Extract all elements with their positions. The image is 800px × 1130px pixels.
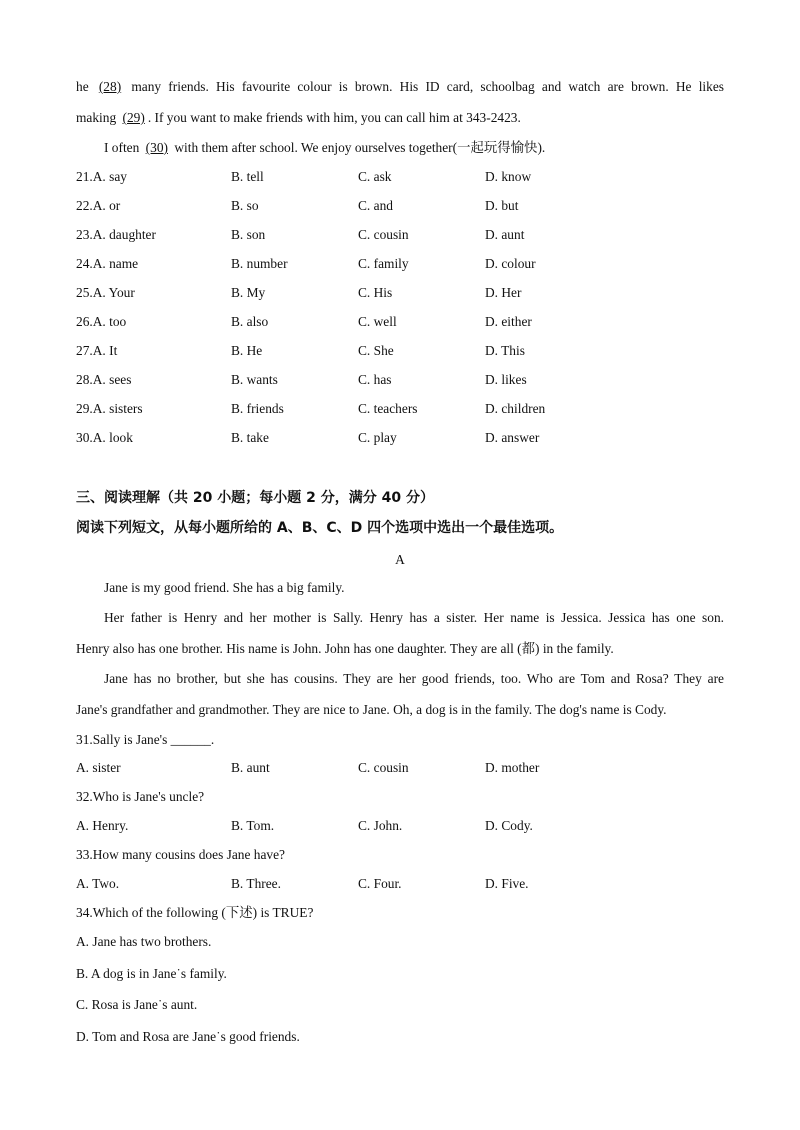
option-d: D. children (485, 401, 546, 416)
blank-29: (29) (122, 110, 145, 125)
option-c: C. cousin (358, 760, 409, 775)
passage-paragraph-1: Jane is my good friend. She has a big family. (104, 580, 345, 595)
option-b: B. so (231, 198, 259, 213)
option-b: B. take (231, 430, 269, 445)
option-b: B. My (231, 285, 266, 300)
option-b: B. also (231, 314, 269, 329)
option-a: A. Two. (76, 876, 120, 891)
section-instruction: 阅读下列短文，从每小题所给的 A、B、C、D 四个选项中选出一个最佳选项。 (76, 520, 564, 536)
option-row-22 (76, 197, 724, 215)
text: . If you want to make friends with him, you can call him at 343-2423. (147, 110, 521, 125)
blank-28: (28) (98, 79, 122, 94)
option-a: 23.A. daughter (76, 227, 156, 242)
option-a: A. sister (76, 760, 121, 775)
section-title: 三、阅读理解（共 20 小题；每小题 2 分，满分 40 分） (76, 490, 434, 506)
question-32: 32.Who is Jane's uncle? (76, 789, 205, 804)
option-row-23 (76, 226, 724, 244)
option-c: C. family (358, 256, 409, 271)
question-stem: 31.Sally is Jane's (76, 732, 168, 747)
passage-line-2 (76, 109, 724, 127)
passage-line-1 (76, 78, 724, 96)
option-row-30 (76, 429, 724, 447)
option-d: D. answer (485, 430, 540, 445)
blank-30: (30) (145, 140, 168, 155)
options-33 (76, 875, 724, 893)
option-d: D. Five. (485, 876, 529, 891)
option-b: B. wants (231, 372, 278, 387)
option-d: D. likes (485, 372, 527, 387)
passage-paragraph-3-line-2: Jane's grandfather and grandmother. They are nice to Jane. Oh, a dog is in the family. The dog's name is Cody. (76, 702, 667, 717)
option-d: D. mother (485, 760, 540, 775)
option-d: D. but (485, 198, 519, 213)
option-row-26 (76, 313, 724, 331)
option-a: 22.A. or (76, 198, 121, 213)
option-b: B. friends (231, 401, 284, 416)
option-d: D. colour (485, 256, 536, 271)
option-b: B. Three. (231, 876, 281, 891)
option-row-27 (76, 342, 724, 360)
options-32 (76, 817, 724, 835)
options-31 (76, 759, 724, 777)
option-c: C. play (358, 430, 397, 445)
question-34: 34.Which of the following (下述) is TRUE? (76, 905, 314, 920)
option-a: 29.A. sisters (76, 401, 143, 416)
question-31 (76, 731, 724, 749)
passage-line-3 (104, 139, 724, 157)
option-b: B. He (231, 343, 263, 358)
option-b: B. tell (231, 169, 264, 184)
option-row-28 (76, 371, 724, 389)
option-c: C. ask (358, 169, 392, 184)
option-b: B. number (231, 256, 288, 271)
option-row-24 (76, 255, 724, 273)
passage-paragraph-2-line-1: Her father is Henry and her mother is Sally. Henry has a sister. Her name is Jessica. Jessica has one son. (104, 610, 724, 625)
option-a: 28.A. sees (76, 372, 132, 387)
option-c: C. cousin (358, 227, 409, 242)
answer-blank: ______ (170, 732, 211, 747)
option-c: C. well (358, 314, 397, 329)
option-c: C. His (358, 285, 393, 300)
option-d: D. aunt (485, 227, 525, 242)
text: . (210, 732, 215, 747)
text: making (76, 110, 120, 125)
option-b: B. A dog is in Jane˙s family. (76, 966, 227, 981)
option-d: D. Tom and Rosa are Jane˙s good friends. (76, 1029, 300, 1044)
option-b: B. Tom. (231, 818, 275, 833)
passage-paragraph-3-line-1: Jane has no brother, but she has cousins. They are her good friends, too. Who are Tom and Rosa? They are (104, 671, 724, 686)
option-a: 27.A. It (76, 343, 118, 358)
option-b: B. son (231, 227, 266, 242)
option-a: 24.A. name (76, 256, 139, 271)
option-a: A. Henry. (76, 818, 129, 833)
option-d: D. Cody. (485, 818, 533, 833)
option-row-29 (76, 400, 724, 418)
option-row-21 (76, 168, 724, 186)
question-33: 33.How many cousins does Jane have? (76, 847, 285, 862)
option-d: D. either (485, 314, 532, 329)
option-a: 25.A. Your (76, 285, 135, 300)
passage-paragraph-2-line-2: Henry also has one brother. His name is John. John has one daughter. They are all (都) in the family. (76, 641, 614, 656)
option-c: C. has (358, 372, 392, 387)
text: he (76, 79, 96, 94)
option-c: C. She (358, 343, 394, 358)
option-d: D. This (485, 343, 525, 358)
option-c: C. Four. (358, 876, 402, 891)
passage-label: A (395, 552, 405, 567)
option-a: A. Jane has two brothers. (76, 934, 212, 949)
option-b: B. aunt (231, 760, 270, 775)
option-a: 21.A. say (76, 169, 127, 184)
option-row-25 (76, 284, 724, 302)
option-d: D. know (485, 169, 532, 184)
option-a: 26.A. too (76, 314, 127, 329)
option-d: D. Her (485, 285, 522, 300)
option-c: C. and (358, 198, 393, 213)
option-c: C. Rosa is Jane˙s aunt. (76, 997, 198, 1012)
text: with them after school. We enjoy ourselves together(一起玩得愉快). (170, 140, 546, 155)
text: I often (104, 140, 143, 155)
option-c: C. teachers (358, 401, 418, 416)
text: many friends. His favourite colour is brown. His ID card, schoolbag and watch are brown. He likes (124, 79, 724, 94)
option-c: C. John. (358, 818, 403, 833)
option-a: 30.A. look (76, 430, 133, 445)
